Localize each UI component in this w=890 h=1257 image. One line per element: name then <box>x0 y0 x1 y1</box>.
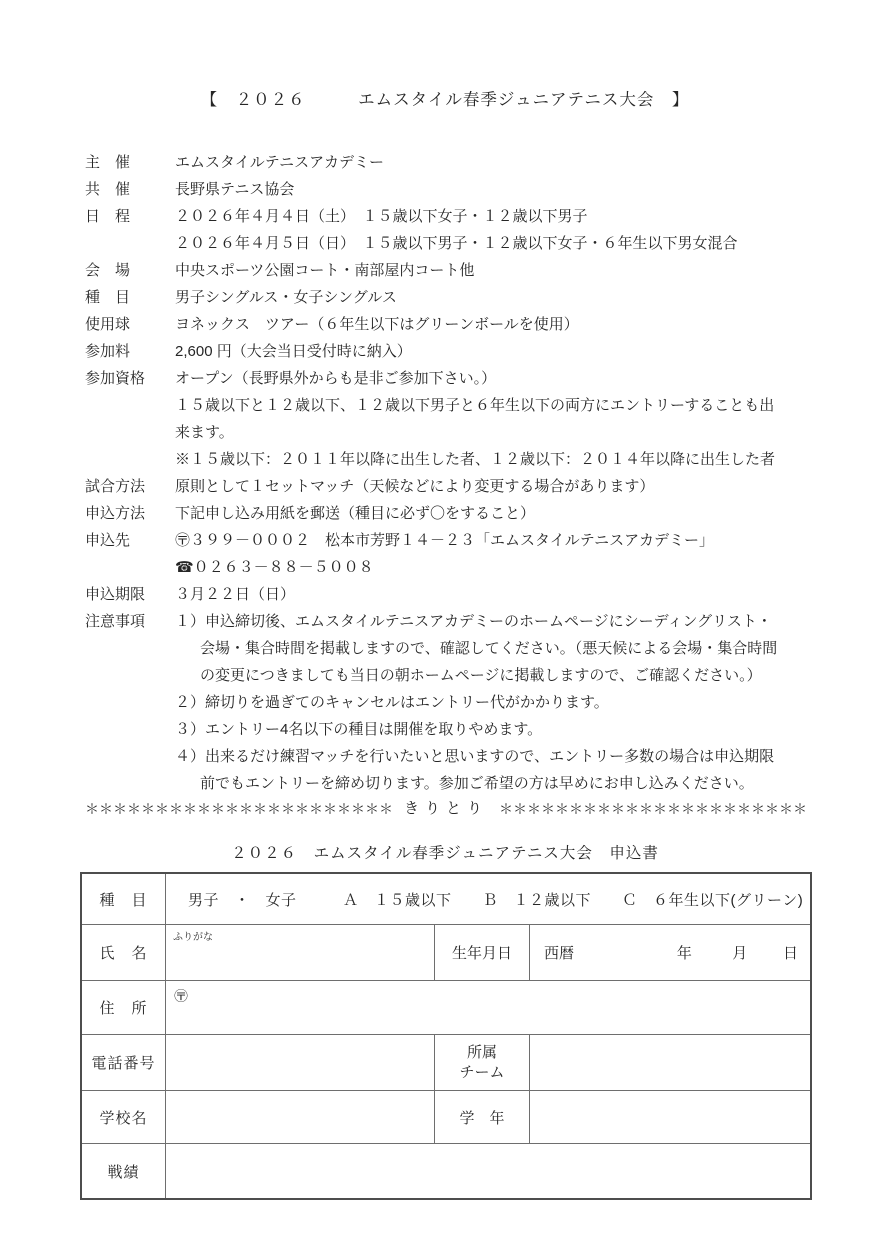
info-text: 会場・集合時間を掲載しますので、確認してください。（悪天候による会場・集合時間 <box>200 640 778 657</box>
info-line <box>85 554 815 581</box>
info-label <box>85 230 175 257</box>
table-row-school <box>82 1090 810 1143</box>
info-label: 参加料 <box>85 343 131 360</box>
info-text: 前でもエントリーを締め切ります。参加ご希望の方は早めにお申し込みください。 <box>200 775 754 792</box>
postal-mark-icon: 〶 <box>174 988 188 1004</box>
info-text: ヨネックス ツアー（６年生以下はグリーンボールを使用） <box>175 316 579 333</box>
info-text: ☎０２６３－８８－５００８ <box>175 559 374 576</box>
cut-line-asterisks-right: ＊＊＊＊＊＊＊＊＊＊＊＊＊＊＊＊＊＊＊＊＊＊ <box>498 801 807 817</box>
info-label <box>85 770 175 797</box>
info-line <box>85 365 815 392</box>
info-label: 種 目 <box>85 289 131 306</box>
table-row-record <box>82 1143 810 1198</box>
year-label: 年 <box>676 945 692 962</box>
info-line <box>85 284 815 311</box>
info-text: 来ます。 <box>175 424 234 441</box>
info-label <box>85 689 175 716</box>
info-label: 使用球 <box>85 316 131 333</box>
info-text: 長野県テニス協会 <box>175 181 295 198</box>
info-line <box>85 149 815 176</box>
info-line <box>85 473 815 500</box>
info-line <box>85 419 815 446</box>
application-form-title: ２０２６ エムスタイル春季ジュニアテニス大会 申込書 <box>231 845 659 862</box>
info-text: 中央スポーツ公園コート・南部屋内コート他 <box>175 262 475 279</box>
info-line <box>85 770 815 797</box>
info-label: 申込先 <box>85 532 131 549</box>
table-row-address <box>82 980 810 1034</box>
info-text: １５歳以下と１２歳以下、１２歳以下男子と６年生以下の両方にエントリーすることも出 <box>175 397 775 414</box>
info-label: 主 催 <box>85 154 131 171</box>
info-label: 会 場 <box>85 262 131 279</box>
team-input-cell <box>529 1035 810 1090</box>
info-text: 原則として１セットマッチ（天候などにより変更する場合があります） <box>175 478 655 495</box>
info-line <box>85 446 815 473</box>
name-input-cell <box>165 925 434 980</box>
info-label: 参加資格 <box>85 370 146 387</box>
info-text: ※１５歳以下：２０１１年以降に出生した者、１２歳以下：２０１４年以降に出生した者 <box>175 451 776 468</box>
record-label-cell: 戦績 <box>107 1163 140 1181</box>
info-line <box>85 527 815 554</box>
info-text: １）申込締切後、エムスタイルテニスアカデミーのホームページにシーディングリスト・ <box>175 613 772 630</box>
record-input-cell <box>165 1144 810 1198</box>
info-label <box>85 419 175 446</box>
info-text: ２）締切りを過ぎてのキャンセルはエントリー代がかかります。 <box>175 694 609 711</box>
info-line <box>85 635 815 662</box>
team-label-line1: 所属 <box>466 1043 497 1061</box>
application-form-table <box>80 872 812 1200</box>
info-text: ３月２２日（日） <box>175 586 296 603</box>
info-line <box>85 338 815 365</box>
info-text: ４）出来るだけ練習マッチを行いたいと思いますので、エントリー多数の場合は申込期限 <box>175 748 775 765</box>
team-label-cell <box>434 1035 529 1090</box>
info-line <box>85 662 815 689</box>
team-label-line2: チーム <box>459 1063 505 1081</box>
info-label <box>85 554 175 581</box>
table-row-name <box>82 924 810 980</box>
category-options-cell: 男子 ・ 女子 Ａ １５歳以下 Ｂ １２歳以下 Ｃ ６年生以下(グリーン) <box>165 874 810 924</box>
info-text: の変更につきましても当日の朝ホームページに掲載しますので、ご確認ください。） <box>200 667 762 684</box>
phone-label-cell: 電話番号 <box>91 1055 156 1072</box>
era-label: 西暦 <box>544 945 575 962</box>
info-line <box>85 257 815 284</box>
info-line <box>85 203 815 230</box>
cut-line-asterisks-left: ＊＊＊＊＊＊＊＊＊＊＊＊＊＊＊＊＊＊＊＊＊＊ <box>85 801 393 817</box>
table-row-phone <box>82 1034 810 1090</box>
birthdate-input-cell <box>529 925 810 980</box>
info-line <box>85 743 815 770</box>
info-text: 男子シングルス・女子シングルス <box>175 289 397 306</box>
info-label: 注意事項 <box>85 613 146 630</box>
grade-input-cell <box>529 1091 810 1143</box>
info-text: 下記申し込み用紙を郵送（種目に必ず〇をすること） <box>175 505 536 522</box>
birthdate-label-cell: 生年月日 <box>434 925 529 980</box>
cut-here-line <box>85 799 807 819</box>
month-label: 月 <box>732 945 748 962</box>
info-label <box>85 716 175 743</box>
document-title: 【 ２０２６ エムスタイル春季ジュニアテニス大会 】 <box>200 91 690 109</box>
info-label: 共 催 <box>85 181 131 198</box>
info-label: 試合方法 <box>85 478 146 495</box>
school-input-cell <box>165 1091 434 1143</box>
furigana-label: ふりがな <box>173 932 213 943</box>
info-label <box>85 635 175 662</box>
info-line <box>85 716 815 743</box>
info-text: 〶３９９－０００２ 松本市芳野１４－２３「エムスタイルテニスアカデミー」 <box>175 532 714 549</box>
info-text: 2,600 円（大会当日受付時に納入） <box>175 343 412 360</box>
info-text: オープン（長野県外からも是非ご参加下さい。） <box>175 370 497 387</box>
info-label <box>85 446 175 473</box>
info-line <box>85 311 815 338</box>
info-label <box>85 392 175 419</box>
address-label-cell: 住 所 <box>99 1000 148 1017</box>
grade-label-cell: 学 年 <box>434 1091 529 1143</box>
info-text: ３）エントリー4名以下の種目は開催を取りやめます。 <box>175 721 543 738</box>
info-line <box>85 500 815 527</box>
info-text: エムスタイルテニスアカデミー <box>175 154 384 171</box>
school-label-cell: 学校名 <box>99 1109 148 1127</box>
info-label <box>85 743 175 770</box>
info-line <box>85 230 815 257</box>
info-line <box>85 689 815 716</box>
category-label-cell: 種 目 <box>99 891 148 909</box>
info-line <box>85 176 815 203</box>
info-text: ２０２６年４月５日（日） １５歳以下男子・１２歳以下女子・６年生以下男女混合 <box>175 235 738 252</box>
info-label: 申込期限 <box>85 586 146 603</box>
day-label: 日 <box>782 945 798 962</box>
table-row-category <box>82 874 810 924</box>
tournament-info-section <box>85 149 815 797</box>
info-text: ２０２６年４月４日（土） １５歳以下女子・１２歳以下男子 <box>175 208 588 225</box>
cut-here-label: きりとり <box>403 800 488 817</box>
info-label: 申込方法 <box>85 505 146 522</box>
info-line <box>85 608 815 635</box>
info-label: 日 程 <box>85 208 131 225</box>
info-label <box>85 662 175 689</box>
info-line <box>85 392 815 419</box>
info-line <box>85 581 815 608</box>
address-input-cell <box>165 981 810 1034</box>
name-label-cell: 氏 名 <box>99 945 148 962</box>
phone-input-cell <box>165 1035 434 1090</box>
